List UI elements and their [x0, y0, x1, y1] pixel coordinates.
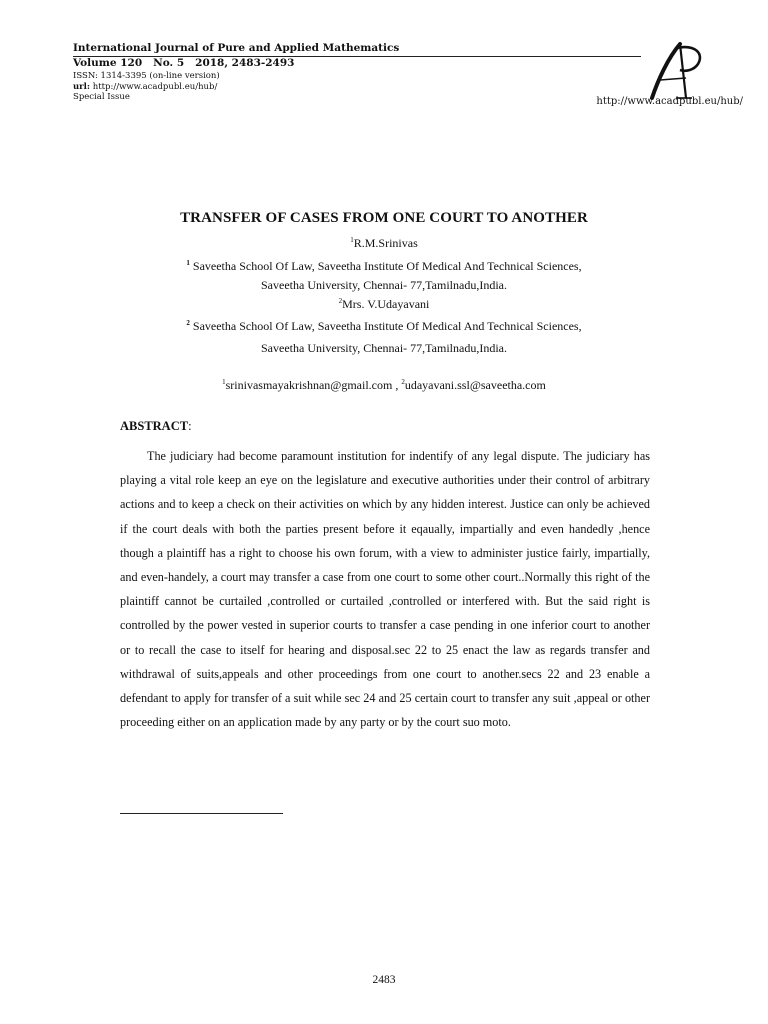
abstract-heading — [120, 419, 192, 434]
affiliation-2-line-1 — [0, 319, 768, 334]
affiliation-2-line-2: Saveetha University, Chennai- 77,Tamilnadu,India. — [261, 341, 507, 355]
email-2-sup: 2 — [401, 378, 405, 386]
journal-header — [73, 42, 673, 55]
author-1-name: R.M.Srinivas — [353, 236, 418, 250]
email-1-sup: 1 — [222, 378, 226, 386]
affiliation-2-sup: 2 — [186, 319, 190, 327]
author-2-sup: 2 — [338, 297, 343, 305]
url-line — [73, 82, 220, 93]
email-2[interactable]: udayavani.ssl@saveetha.com — [404, 378, 546, 392]
publisher-logo-icon — [646, 40, 706, 102]
author-emails — [0, 378, 768, 393]
url-label: url: — [73, 81, 91, 92]
url-value[interactable]: http://www.acadpubl.eu/hub/ — [92, 81, 218, 92]
abstract-body: The judiciary had become paramount institution for indentify of any legal dispute. The judiciary has playing a vital role keep an eye on the legislature and executive authorities under their control of arbitrary actions and to keep a check on their activities on which by any hidden interest. Justice can only be achieved if the court deals with both the parties present before it eqaually, impartially and even handedly ,hence though a plaintiff has a right to choose his own forum, with a view to administer justice fairly, impartially, and even-handely, a court may transfer a case from one court to some other court..Normally this right of the plaintiff cannot be curtailed ,controlled or curtailed ,controlled or interfered with. But the said right is controlled by the power vested in superior courts to transfer a case pending in one inferior court to another or to recall the case to itself for hearing and disposal.sec 22 to 25 enact the law as regards transfer and withdrawal of suits,appeals and other proceedings from one court to another.secs 22 and 23 enable a defendant to apply for transfer of a suit while sec 24 and 25 certain court to transfer any suit ,appeal or other proceeding either on an application made by any party or by the court suo moto. — [120, 449, 650, 730]
affiliation-1-text-1: Saveetha School Of Law, Saveetha Institute Of Medical And Technical Sciences, — [192, 259, 582, 273]
journal-name: International Journal of Pure and Applied Mathematics — [73, 42, 400, 54]
special-issue: Special Issue — [73, 92, 130, 102]
author-1-sup: 1 — [350, 236, 354, 244]
affiliation-1-line-2: Saveetha University, Chennai- 77,Tamilnadu,India. — [261, 278, 507, 292]
abstract-heading-colon: : — [188, 419, 192, 433]
page-number: 2483 — [372, 974, 396, 986]
affiliation-1-line-1 — [0, 259, 768, 274]
author-2-name: Mrs. V.Udayavani — [342, 297, 430, 311]
journal-meta — [73, 71, 220, 103]
author-1 — [0, 236, 768, 251]
paper-title: TRANSFER OF CASES FROM ONE COURT TO ANOTHER — [180, 210, 588, 226]
abstract-heading-text: ABSTRACT — [120, 419, 189, 433]
author-2 — [0, 297, 768, 312]
issn: ISSN: 1314-3395 (on-line version) — [73, 71, 220, 81]
email-1[interactable]: srinivasmayakrishnan@gmail.com , — [225, 378, 399, 392]
footnote-rule — [120, 813, 283, 814]
affiliation-2-text-1: Saveetha School Of Law, Saveetha Institute Of Medical And Technical Sciences, — [192, 319, 582, 333]
publisher-url[interactable]: http://www.acadpubl.eu/hub/ — [596, 96, 743, 107]
affiliation-1-sup: 1 — [186, 259, 190, 267]
volume-line: Volume 120 No. 5 2018, 2483-2493 — [73, 57, 295, 69]
